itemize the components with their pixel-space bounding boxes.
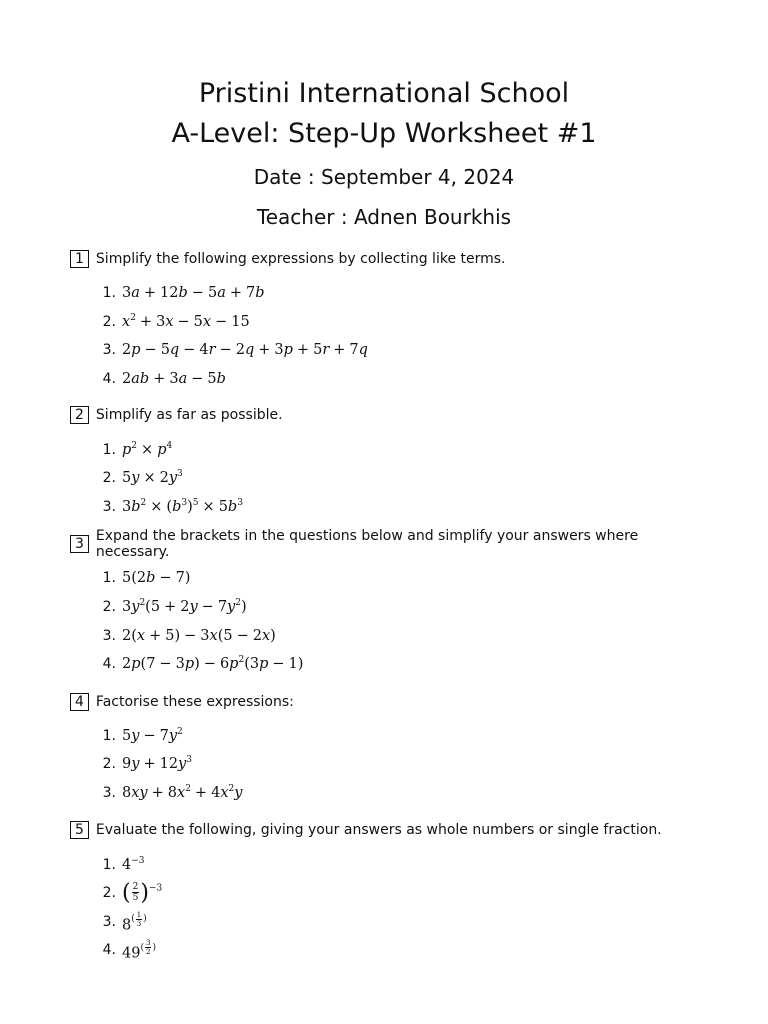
list-item bbox=[70, 435, 710, 464]
list-item bbox=[70, 779, 710, 808]
question-4 bbox=[70, 690, 710, 808]
question-prompt: Simplify as far as possible. bbox=[95, 407, 283, 424]
item-number: 2. bbox=[102, 885, 116, 902]
question-1 bbox=[70, 247, 710, 393]
math-expression: $2p(7 - 3p) - 6p^2(3p - 1)$ bbox=[122, 655, 304, 673]
question-3 bbox=[70, 528, 710, 678]
item-number: 3. bbox=[102, 627, 116, 644]
question-number: 1 bbox=[70, 250, 89, 268]
item-number: 1. bbox=[102, 570, 116, 587]
list-item bbox=[70, 908, 710, 937]
math-expression: ( $\frac{2}{5}$ )$^{-3}$ bbox=[122, 880, 163, 906]
item-number: 1. bbox=[102, 727, 116, 744]
worksheet-header bbox=[0, 74, 768, 230]
item-number: 2. bbox=[102, 756, 116, 773]
math-expression: 2p − 5q − 4r − 2q + 3p + 5r + 7q bbox=[122, 342, 368, 359]
question-number: 5 bbox=[70, 821, 89, 839]
question-prompt: Simplify the following expressions by collecting like terms. bbox=[95, 251, 506, 267]
math-expression: 3a + 12b − 5a + 7b bbox=[122, 285, 265, 302]
math-expression: $5y \times 2y^3$ bbox=[122, 469, 183, 487]
math-expression: $5y - 7y^2$ bbox=[122, 726, 183, 744]
math-expression: 2(x + 5) − 3x(5 − 2x) bbox=[122, 627, 276, 644]
worksheet-date: Date : September 4, 2024 bbox=[253, 165, 515, 189]
list-item bbox=[70, 593, 710, 622]
item-number: 3. bbox=[102, 498, 116, 515]
math-expression: $8xy + 8x^2 + 4x^2y$ bbox=[122, 784, 243, 802]
list-item bbox=[70, 722, 710, 751]
question-2 bbox=[70, 403, 710, 521]
worksheet-title: A-Level: Step-Up Worksheet #1 bbox=[171, 118, 597, 149]
item-number: 2. bbox=[102, 313, 116, 330]
list-item bbox=[70, 336, 710, 365]
school-name: Pristini International School bbox=[198, 78, 570, 109]
item-number: 1. bbox=[102, 856, 116, 873]
item-number: 3. bbox=[102, 785, 116, 802]
math-expression: 8( $\frac{1}{3}$ ) bbox=[122, 910, 147, 934]
question-number: 3 bbox=[70, 535, 89, 553]
math-expression: $p^2 \times p^4$ bbox=[122, 440, 173, 458]
list-item bbox=[70, 750, 710, 779]
question-prompt: Evaluate the following, giving your answers as whole numbers or single fraction. bbox=[95, 822, 662, 839]
list-item bbox=[70, 936, 710, 965]
math-expression: 49( $\frac{3}{2}$ ) bbox=[122, 939, 156, 962]
question-prompt: Expand the brackets in the questions below and simplify your answers where necessary. bbox=[95, 528, 639, 561]
math-expression: $3y^2(5 + 2y - 7y^2)$ bbox=[122, 598, 247, 616]
list-item bbox=[70, 365, 710, 394]
list-item bbox=[70, 650, 710, 679]
list-item bbox=[70, 564, 710, 593]
question-number: 4 bbox=[70, 693, 89, 711]
list-item bbox=[70, 850, 710, 879]
item-number: 1. bbox=[102, 285, 116, 302]
list-item bbox=[70, 308, 710, 337]
math-expression: 2ab + 3a − 5b bbox=[122, 371, 226, 388]
list-item bbox=[70, 279, 710, 308]
teacher-name: Teacher : Adnen Bourkhis bbox=[256, 205, 512, 229]
item-number: 1. bbox=[102, 441, 116, 458]
math-expression: $9y + 12y^3$ bbox=[122, 755, 192, 773]
item-number: 3. bbox=[102, 342, 116, 359]
item-number: 4. bbox=[102, 942, 116, 959]
item-number: 4. bbox=[102, 656, 116, 673]
question-number: 2 bbox=[70, 406, 89, 424]
math-expression: $3b^2 \times (b^3)^5 \times 5b^3$ bbox=[122, 497, 243, 515]
item-number: 3. bbox=[102, 913, 116, 930]
item-number: 2. bbox=[102, 470, 116, 487]
item-number: 2. bbox=[102, 599, 116, 616]
question-prompt: Factorise these expressions: bbox=[95, 693, 294, 710]
math-expression: $x^2 + 3x - 5x - 15$ bbox=[122, 312, 250, 330]
math-expression: $4^{-3}$ bbox=[122, 855, 145, 873]
list-item bbox=[70, 621, 710, 650]
list-item bbox=[70, 493, 710, 522]
question-list bbox=[70, 247, 710, 977]
item-number: 4. bbox=[102, 371, 116, 388]
math-expression: 5(2b − 7) bbox=[122, 570, 191, 587]
list-item bbox=[70, 464, 710, 493]
list-item bbox=[70, 879, 710, 908]
question-5 bbox=[70, 818, 710, 964]
